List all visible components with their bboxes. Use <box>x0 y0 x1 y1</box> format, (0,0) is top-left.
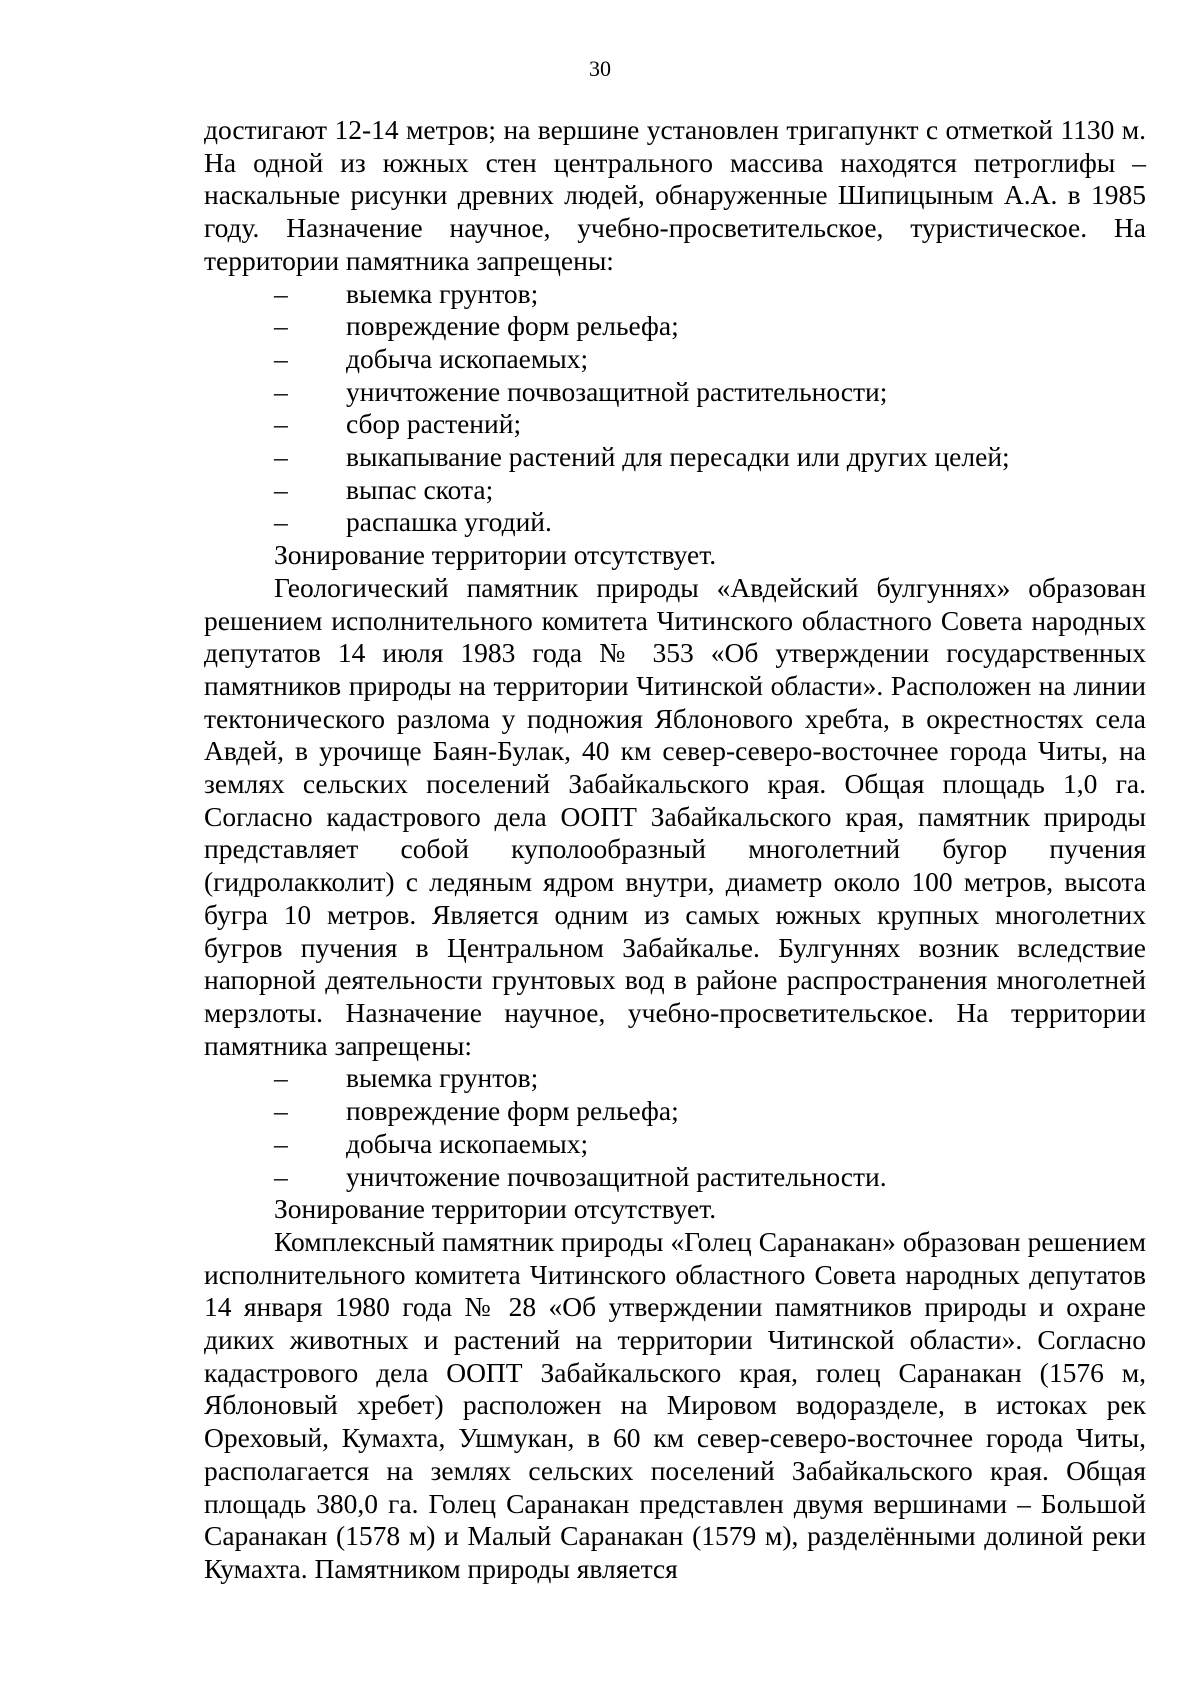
list-item <box>204 408 1146 441</box>
list-item <box>204 1128 1146 1161</box>
list-dash: – <box>274 506 288 538</box>
list-dash: – <box>274 1127 288 1159</box>
list-item <box>204 310 1146 343</box>
list-item <box>204 506 1146 539</box>
list-item <box>204 1095 1146 1128</box>
paragraph: Комплексный памятник природы «Голец Саранакан» образован решением исполнительного комитета Читинского областного Совета народных депутатов 14 января 1980 года № 28 «Об утверждении памятников природы и охране диких животных и растений на территории Читинской области». Согласно кадастрового дела ООПТ Забайкальского края, голец Саранакан (1576 м, Яблоновый хребет) расположен на Мировом водоразделе, в истоках рек Ореховый, Кумахта, Ушмукан, в 60 км север-северо-восточнее города Читы, располагается на землях сельских поселений Забайкальского края. Общая площадь 380,0 га. Голец Саранакан представлен двумя вершинами – Большой Саранакан (1578 м) и Малый Саранакан (1579 м), разделёнными долиной реки Кумахта. Памятником природы является <box>204 1225 1146 1584</box>
list-item-text: добыча ископаемых; <box>346 342 589 374</box>
list-item-text: выпас скота; <box>346 473 494 505</box>
list-item-text: сбор растений; <box>346 408 522 440</box>
list-dash: – <box>274 310 288 342</box>
list-item <box>204 441 1146 474</box>
paragraph: достигают 12-14 метров; на вершине установлен тригапункт с отметкой 1130 м. На одной из южных стен центрального массива находятся петроглифы – наскальные рисунки древних людей, обнаруженные Шипицыным А.А. в 1985 году. Назначение научное, учебно-просветительское, туристическое. На территории памятника запрещены: <box>204 114 1146 276</box>
list-item-text: добыча ископаемых; <box>346 1127 589 1159</box>
list-item-text: уничтожение почвозащитной растительности. <box>346 1160 887 1192</box>
list-item-text: выемка грунтов; <box>346 1062 539 1094</box>
list-item-text: повреждение форм рельефа; <box>346 1095 679 1127</box>
list-item-text: распашка угодий. <box>346 506 552 538</box>
list-dash: – <box>274 342 288 374</box>
list-dash: – <box>274 473 288 505</box>
list-dash: – <box>274 1095 288 1127</box>
list-item <box>204 376 1146 409</box>
list-dash: – <box>274 441 288 473</box>
list-dash: – <box>274 408 288 440</box>
prohibitions-list <box>204 1062 1146 1193</box>
paragraph: Зонирование территории отсутствует. <box>274 1193 717 1225</box>
list-item-text: выкапывание растений для пересадки или других целей; <box>346 441 1010 473</box>
list-dash: – <box>274 1062 288 1094</box>
list-item-text: выемка грунтов; <box>346 277 539 309</box>
paragraph: Зонирование территории отсутствует. <box>274 539 717 571</box>
list-item-text: уничтожение почвозащитной растительности; <box>346 375 888 407</box>
page-number: 30 <box>589 56 611 81</box>
list-dash: – <box>274 375 288 407</box>
list-item <box>204 1062 1146 1095</box>
list-item <box>204 1161 1146 1194</box>
prohibitions-list <box>204 278 1146 540</box>
list-item <box>204 474 1146 507</box>
list-item-text: повреждение форм рельефа; <box>346 310 679 342</box>
paragraph: Геологический памятник природы «Авдейский булгуннях» образован решением исполнительного комитета Читинского областного Совета народных депутатов 14 июля 1983 года № 353 «Об утверждении государственных памятников природы на территории Читинской области». Расположен на линии тектонического разлома у подножия Яблонового хребта, в окрестностях села Авдей, в урочище Баян-Булак, 40 км север-северо-восточнее города Читы, на землях сельских поселений Забайкальского края. Общая площадь 1,0 га. Согласно кадастрового дела ООПТ Забайкальского края, памятник природы представляет собой куполообразный многолетний бугор пучения (гидролакколит) с ледяным ядром внутри, диаметр около 100 метров, высота бугра 10 метров. Является одним из самых южных крупных многолетних бугров пучения в Центральном Забайкалье. Булгуннях возник вследствие напорной деятельности грунтовых вод в районе распространения многолетней мерзлоты. Назначение научное, учебно-просветительское. На территории памятника запрещены: <box>204 571 1146 1061</box>
list-dash: – <box>274 277 288 309</box>
list-dash: – <box>274 1160 288 1192</box>
list-item <box>204 278 1146 311</box>
list-item <box>204 343 1146 376</box>
document-body <box>204 114 1146 1586</box>
